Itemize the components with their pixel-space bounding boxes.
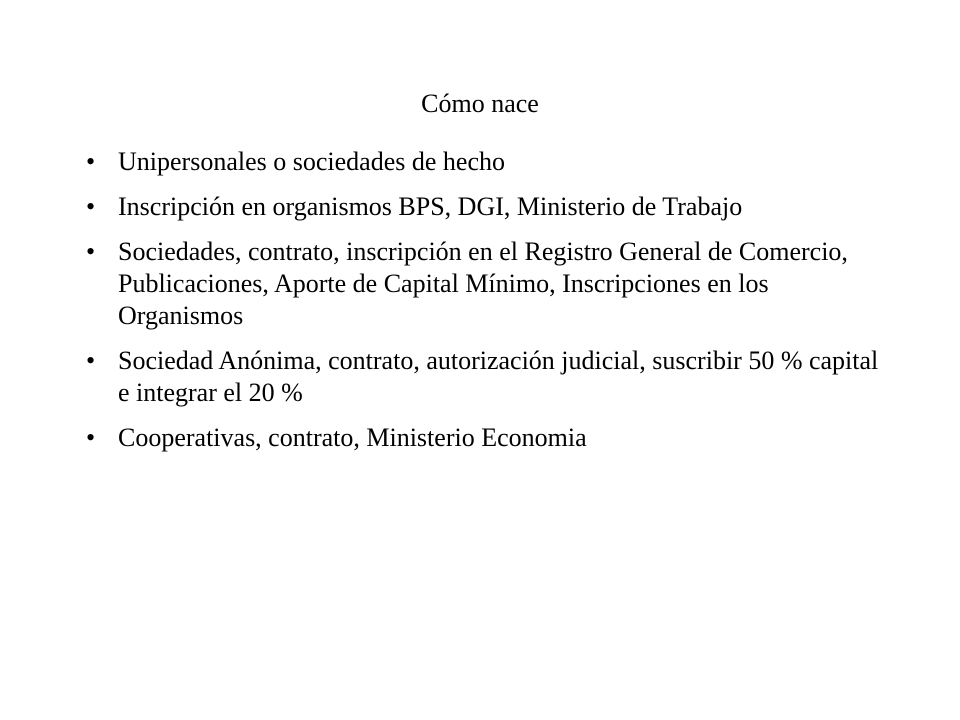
bullet-text: Cooperativas, contrato, Ministerio Economia xyxy=(118,423,587,452)
bullet-dot-icon: • xyxy=(86,423,96,452)
bullet-dot-icon: • xyxy=(86,192,96,221)
bullet-dot-icon: • xyxy=(86,237,96,266)
bullet-text: Sociedad Anónima, contrato, autorización judicial, suscribir 50 % capital e integrar el 20 % xyxy=(118,346,879,407)
bullet-list xyxy=(86,146,886,467)
bullet-text: Unipersonales o sociedades de hecho xyxy=(118,147,505,176)
slide-title: Cómo nace xyxy=(421,89,539,118)
bullet-dot-icon: • xyxy=(86,147,96,176)
bullet-item xyxy=(86,191,886,223)
bullet-item xyxy=(86,345,886,409)
bullet-text: Sociedades, contrato, inscripción en el Registro General de Comercio, Publicaciones, Aporte de Capital Mínimo, Inscripciones en los Organismos xyxy=(118,237,848,330)
bullet-text: Inscripción en organismos BPS, DGI, Ministerio de Trabajo xyxy=(118,192,743,221)
bullet-item xyxy=(86,422,886,454)
bullet-item xyxy=(86,146,886,178)
bullet-dot-icon: • xyxy=(86,346,96,375)
bullet-item xyxy=(86,236,886,332)
